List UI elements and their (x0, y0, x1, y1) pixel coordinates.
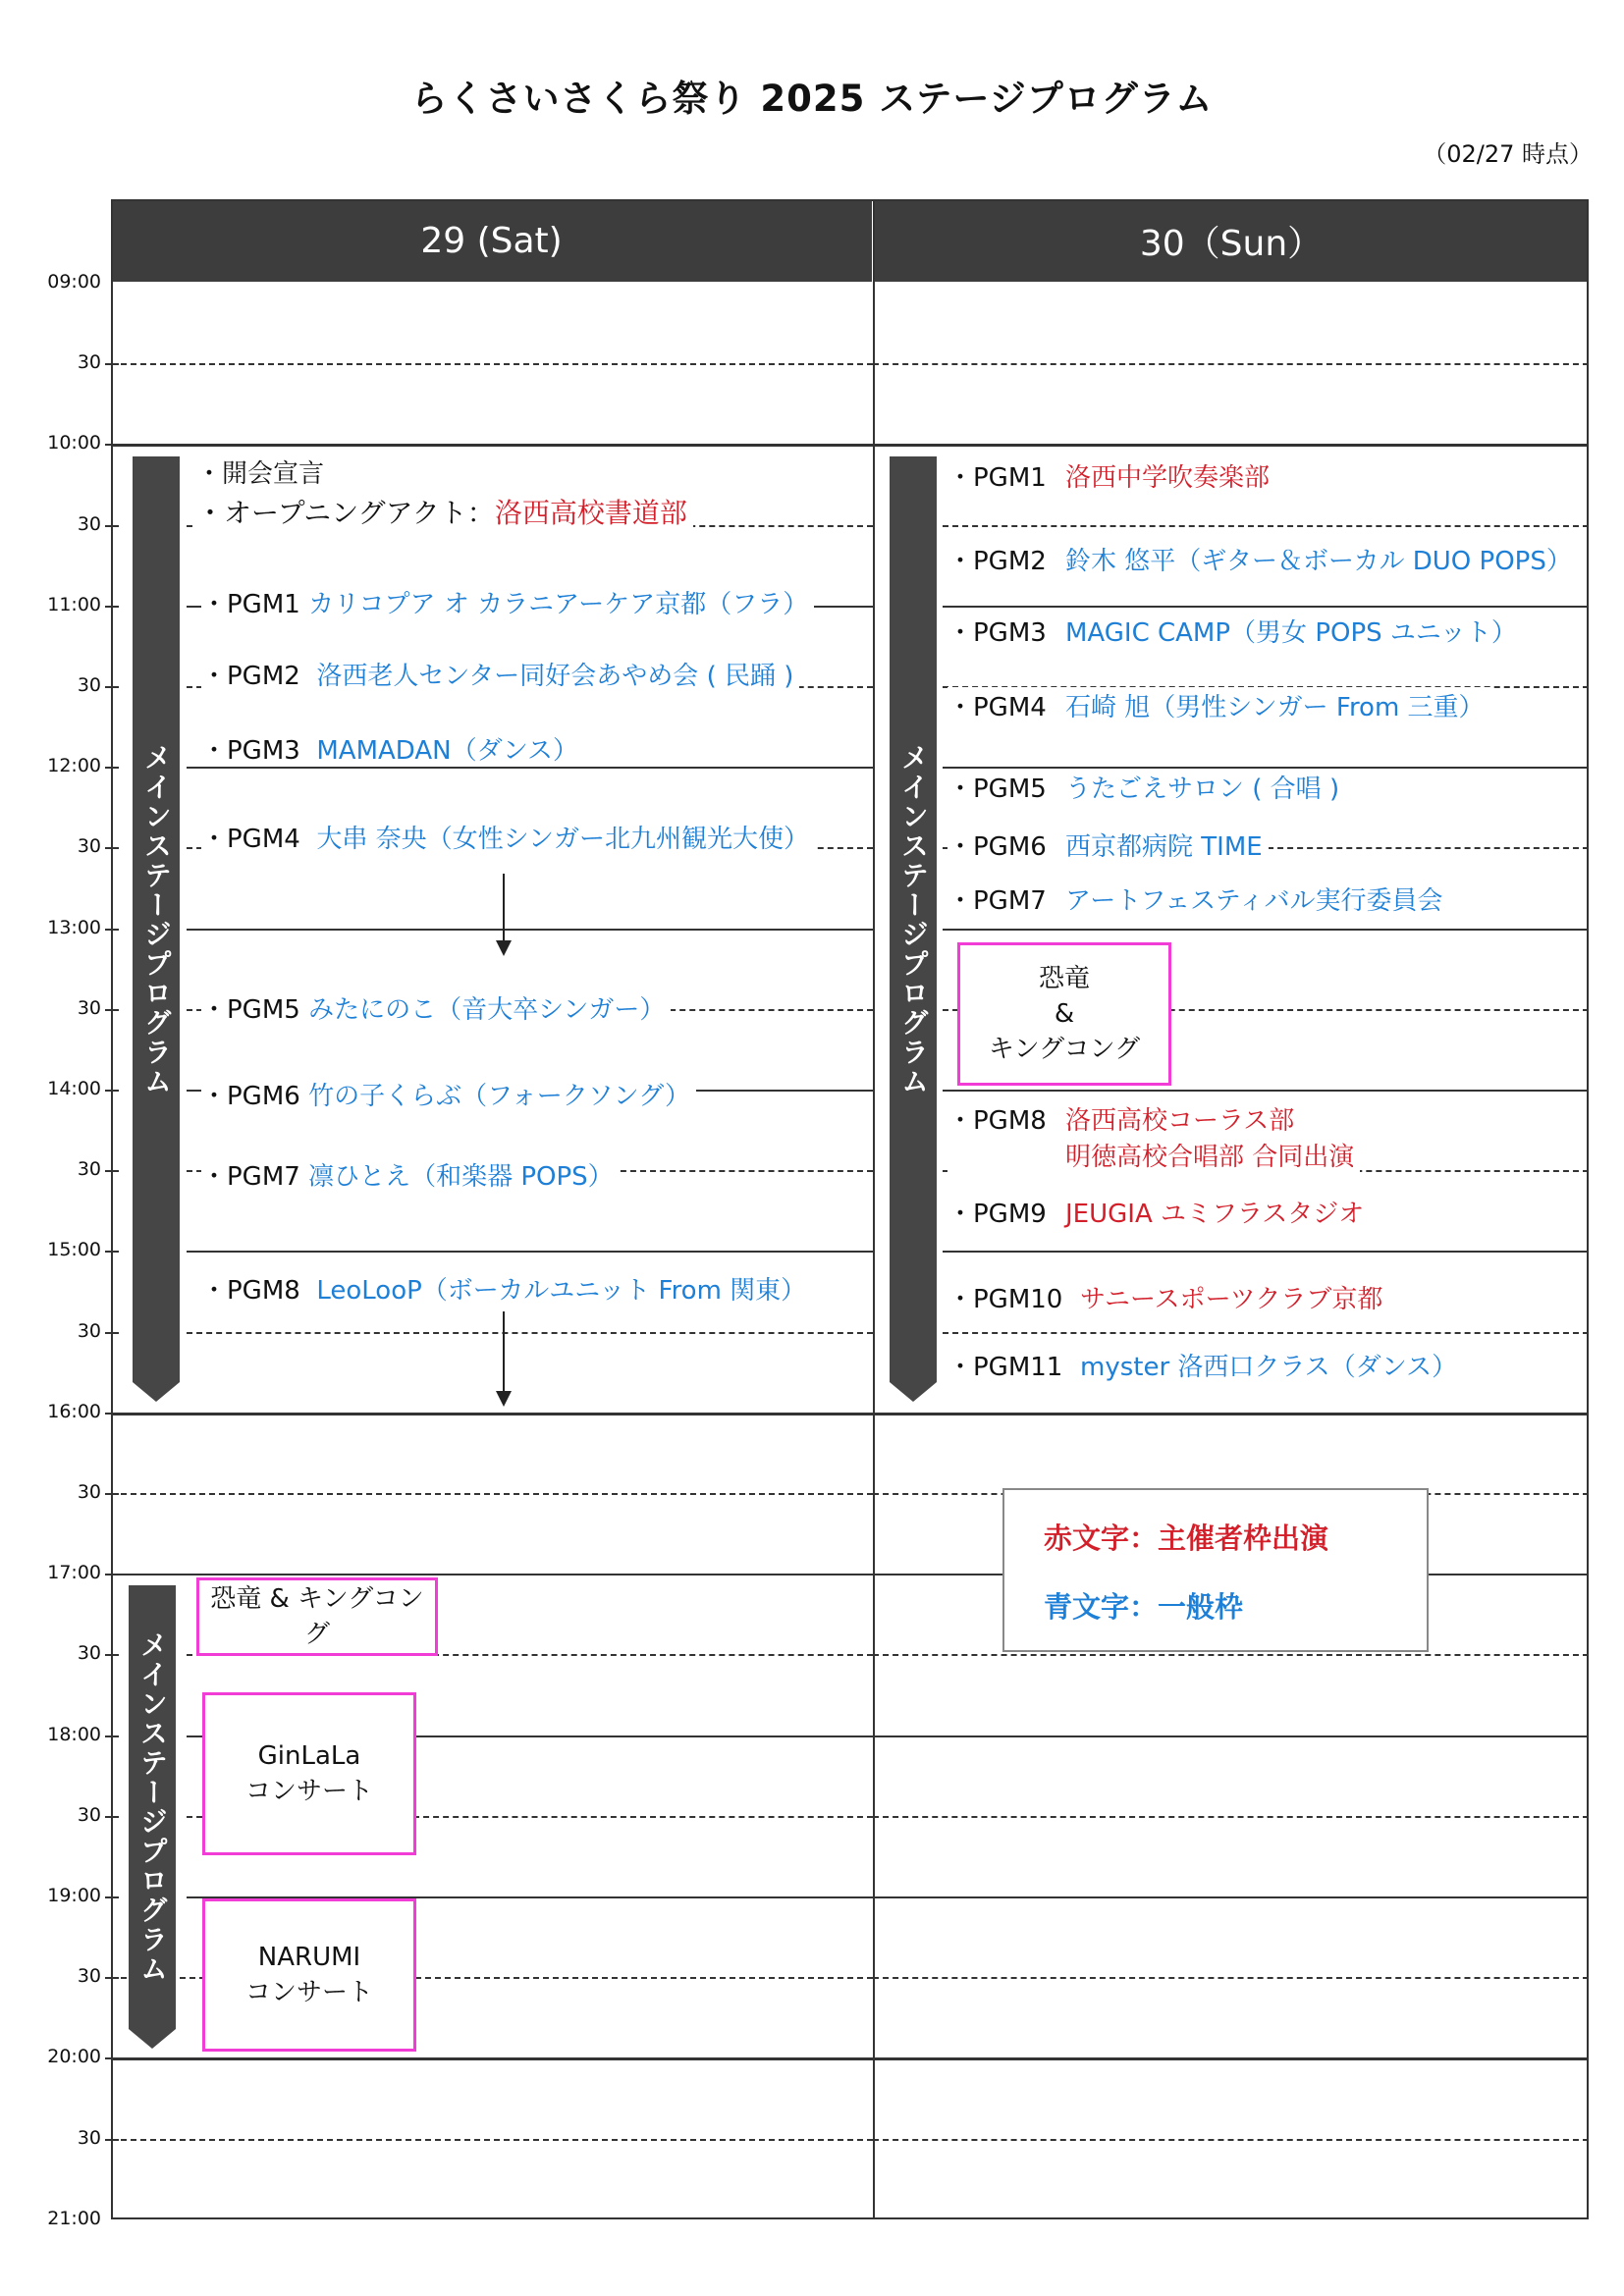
stage-label: メインステージプログラム (136, 1630, 169, 1984)
grid-line (111, 2139, 873, 2141)
day-header-sat: 29 (Sat) (111, 199, 872, 282)
grid-line (943, 606, 1589, 608)
grid-line (943, 525, 1589, 527)
time-tick (105, 847, 119, 849)
sat-pgm6: ・PGM6 竹の子くらぶ（フォークソング） (201, 1076, 696, 1112)
organizer-performer: 洛西高校書道部 (494, 497, 687, 529)
time-label: 19:00 (47, 1885, 101, 1906)
grid-line (187, 929, 873, 931)
grid-line (943, 1090, 1589, 1092)
time-tick (105, 1493, 119, 1495)
sat-pgm1: ・PGM1 カリコプア オ カラニアーケア京都（フラ） (201, 584, 814, 620)
time-label: 30 (77, 2127, 101, 2149)
time-label: 30 (77, 1158, 101, 1180)
time-label: 09:00 (47, 271, 101, 293)
stage-label: メインステージプログラム (897, 742, 930, 1096)
sat-pgm7: ・PGM7 凛ひとえ（和楽器 POPS） (201, 1156, 620, 1193)
grid-line (111, 1574, 873, 1575)
stage-label: メインステージプログラム (140, 742, 173, 1096)
legend-organizer: 赤文字：主催者枠出演 (1044, 1522, 1329, 1555)
day-divider (873, 199, 875, 2219)
grid-line (873, 1896, 1589, 1898)
time-label: 10:00 (47, 432, 101, 454)
as-of-date: （02/27 時点） (1423, 140, 1593, 168)
time-tick (105, 1251, 119, 1253)
sun-pgm5: ・PGM5 うたごえサロン ( 合唱 ) (947, 769, 1345, 805)
sun-box-dino-kingkong: 恐竜 & キングコング (957, 942, 1171, 1086)
time-tick (105, 2139, 119, 2141)
color-legend (1002, 1488, 1429, 1652)
grid-line (187, 1332, 873, 1334)
time-tick (105, 525, 119, 527)
time-label: 30 (77, 674, 101, 696)
grid-line (873, 1816, 1589, 1818)
grid-line (873, 363, 1589, 365)
grid-line (873, 1735, 1589, 1737)
time-tick (105, 1574, 119, 1575)
time-tick (105, 1170, 119, 1172)
time-tick (105, 1735, 119, 1737)
sun-pgm2: ・PGM2 鈴木 悠平（ギター＆ボーカル DUO POPS） (947, 541, 1578, 577)
time-tick (105, 444, 119, 446)
time-tick (105, 1896, 119, 1898)
sat-pgm3: ・PGM3 MAMADAN（ダンス） (201, 730, 584, 767)
grid-line (187, 1251, 873, 1253)
time-label: 30 (77, 1320, 101, 1342)
time-label: 16:00 (47, 1401, 101, 1422)
time-label: 20:00 (47, 2046, 101, 2067)
time-label: 11:00 (47, 594, 101, 615)
time-tick (105, 1816, 119, 1818)
sat-evening-dino-kingkong: 恐竜 & キングコング (196, 1577, 438, 1656)
time-tick (105, 606, 119, 608)
sun-pgm8: ・PGM8 洛西高校コーラス部 明徳高校合唱部 合同出演 (947, 1100, 1360, 1173)
grid-line (873, 1654, 1589, 1656)
time-label: 12:00 (47, 755, 101, 776)
sat-opening-declaration: ・開会宣言 (196, 454, 330, 490)
sun-pgm3: ・PGM3 MAGIC CAMP（男女 POPS ユニット） (947, 613, 1523, 649)
time-tick (105, 1090, 119, 1092)
time-label: 30 (77, 835, 101, 857)
grid-line (873, 1977, 1589, 1979)
time-tick (105, 686, 119, 688)
sat-evening-narumi: NARUMI コンサート (202, 1898, 416, 2052)
grid-line (111, 444, 1589, 447)
grid-line (111, 1493, 873, 1495)
grid-line (111, 1413, 1589, 1415)
time-label: 30 (77, 997, 101, 1019)
time-label: 30 (77, 1481, 101, 1503)
continues-arrow-icon (503, 874, 505, 954)
sat-pgm2: ・PGM2 洛西老人センター同好会あやめ会 ( 民踊 ) (201, 656, 799, 692)
grid-line (943, 1251, 1589, 1253)
grid-line (187, 767, 873, 769)
time-tick (105, 767, 119, 769)
time-label: 17:00 (47, 1562, 101, 1583)
time-label: 13:00 (47, 917, 101, 938)
sat-pgm5: ・PGM5 みたにのこ（音大卒シンガー） (201, 989, 671, 1026)
sat-opening-act: ・オープニングアクト：洛西高校書道部 (196, 492, 693, 531)
grid-line (943, 1332, 1589, 1334)
time-tick (105, 1654, 119, 1656)
time-label: 30 (77, 513, 101, 535)
sun-pgm6: ・PGM6 西京都病院 TIME (947, 827, 1269, 863)
sun-pgm1: ・PGM1 洛西中学吹奏楽部 (947, 457, 1275, 494)
time-label: 21:00 (47, 2208, 101, 2229)
time-tick (105, 1332, 119, 1334)
time-tick (105, 2057, 119, 2059)
sat-pgm8: ・PGM8 LeoLooP（ボーカルユニット From 関東） (201, 1270, 812, 1307)
time-tick (105, 929, 119, 931)
time-label: 30 (77, 1965, 101, 1987)
sun-pgm7: ・PGM7 アートフェスティバル実行委員会 (947, 881, 1449, 917)
grid-line (111, 363, 873, 365)
grid-line (943, 929, 1589, 931)
legend-general: 青文字：一般枠 (1044, 1590, 1244, 1624)
day-header-sun: 30（Sun） (874, 199, 1589, 282)
sun-pgm10: ・PGM10 サニースポーツクラブ京都 (947, 1279, 1388, 1315)
time-label: 30 (77, 351, 101, 373)
sat-evening-ginlala: GinLaLa コンサート (202, 1692, 416, 1855)
time-tick (105, 363, 119, 365)
sun-pgm9: ・PGM9 JEUGIA ユミフラスタジオ (947, 1194, 1370, 1230)
time-label: 30 (77, 1642, 101, 1664)
time-label: 15:00 (47, 1239, 101, 1260)
time-label: 30 (77, 1804, 101, 1826)
time-tick (105, 1009, 119, 1011)
page-title: らくさいさくら祭り 2025 ステージプログラム (410, 78, 1214, 120)
time-label: 14:00 (47, 1078, 101, 1099)
continues-arrow-icon (503, 1311, 505, 1405)
grid-line (873, 2139, 1589, 2141)
sun-pgm4: ・PGM4 石崎 旭（男性シンガー From 三重） (947, 687, 1490, 723)
time-label: 18:00 (47, 1724, 101, 1745)
time-tick (105, 1977, 119, 1979)
sun-pgm11: ・PGM11 myster 洛西口クラス（ダンス） (947, 1347, 1463, 1383)
sat-pgm4: ・PGM4 大串 奈央（女性シンガー北九州観光大使） (201, 819, 815, 855)
grid-line (111, 2057, 1589, 2060)
time-tick (105, 1413, 119, 1415)
